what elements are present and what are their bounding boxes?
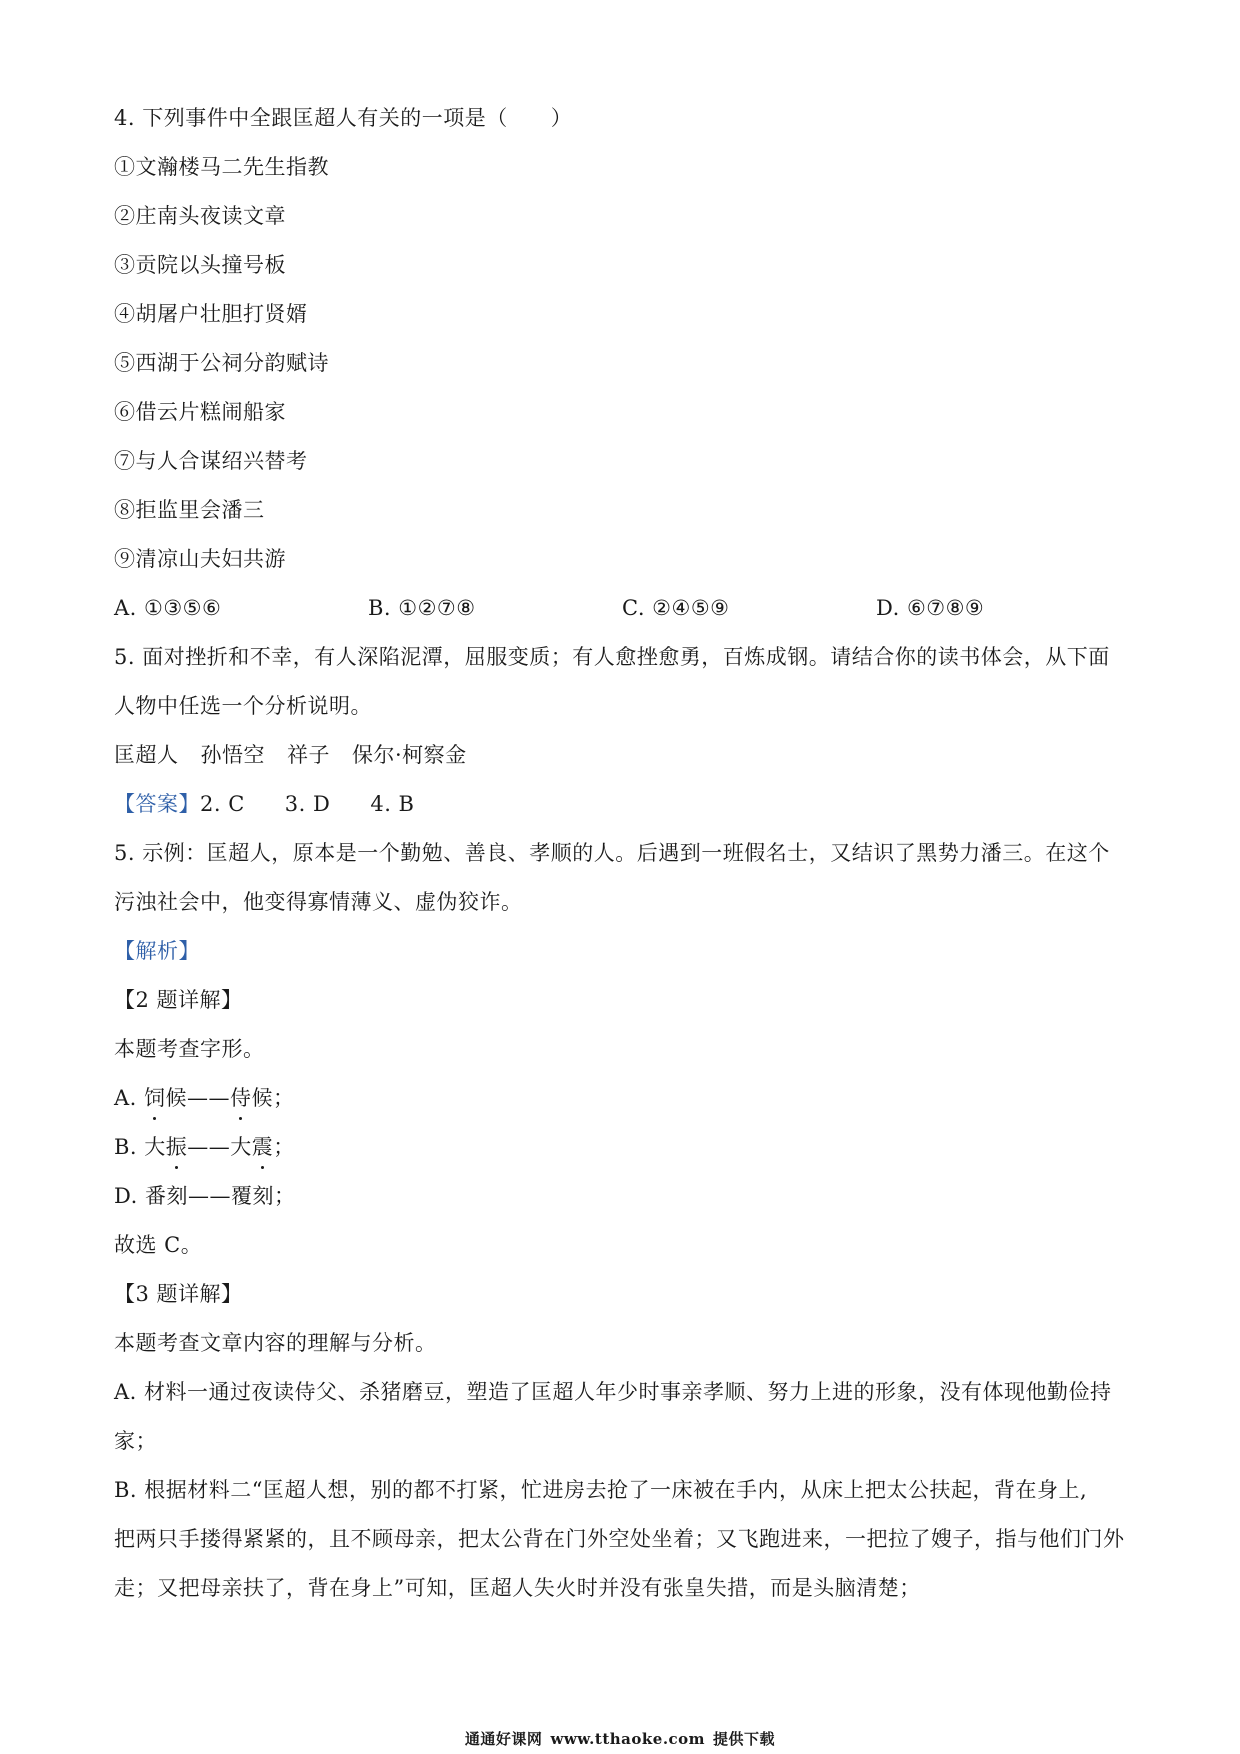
dotted-char: 震 xyxy=(252,1132,274,1162)
q4-option-a: A. ①③⑤⑥ xyxy=(114,596,222,620)
q3-detail-a-line1: A. 材料一通过夜读侍父、杀猪磨豆，塑造了匡超人年少时事亲孝顺、努力上进的形象，没有体现他勤俭持 xyxy=(114,1380,1112,1404)
answer-q5-line2: 污浊社会中，他变得寡情薄义、虚伪狡诈。 xyxy=(114,890,523,914)
footer-site-name: 通通好课网 xyxy=(464,1730,543,1748)
answer-item: 3. D xyxy=(284,792,331,816)
q4-item-4: ④胡屠户壮胆打贤婿 xyxy=(114,302,308,326)
dotted-char: 饲 xyxy=(144,1083,166,1113)
answer-item: 2. C xyxy=(200,792,245,816)
q3-detail-b-line2: 把两只手搂得紧紧的，且不顾母亲，把太公背在门外空处坐着；又飞跑进来，一把拉了嫂子，指与他们门外 xyxy=(114,1527,1125,1551)
answer-label: 【答案】 xyxy=(114,792,200,816)
footer-suffix: 提供下载 xyxy=(713,1730,776,1748)
q4-option-d: D. ⑥⑦⑧⑨ xyxy=(876,596,985,620)
q4-stem: 4. 下列事件中全跟匡超人有关的一项是（ ） xyxy=(114,106,573,130)
q5-name: 祥子 xyxy=(287,743,330,767)
footer-url: www.tthaoke.com xyxy=(550,1730,706,1748)
answer-item: 4. B xyxy=(370,792,415,816)
q4-item-5: ⑤西湖于公祠分韵赋诗 xyxy=(114,351,329,375)
q4-item-2: ②庄南头夜读文章 xyxy=(114,204,286,228)
q2-detail-option-b: B. 大振——大震； xyxy=(114,1132,295,1162)
q4-item-8: ⑧拒监里会潘三 xyxy=(114,498,265,522)
analysis-label: 【解析】 xyxy=(114,939,200,963)
q3-detail-heading: 【3 题详解】 xyxy=(114,1282,243,1306)
q2-detail-heading: 【2 题详解】 xyxy=(114,988,243,1012)
q2-detail-conclusion: 故选 C。 xyxy=(114,1233,203,1257)
q3-detail-intro: 本题考查文章内容的理解与分析。 xyxy=(114,1331,437,1355)
q3-detail-a-line2: 家； xyxy=(114,1429,157,1453)
q2-detail-intro: 本题考查字形。 xyxy=(114,1037,265,1061)
q4-item-3: ③贡院以头撞号板 xyxy=(114,253,286,277)
q4-item-7: ⑦与人合谋绍兴替考 xyxy=(114,449,308,473)
q5-name: 保尔·柯察金 xyxy=(352,743,467,767)
q5-stem-line2: 人物中任选一个分析说明。 xyxy=(114,694,372,718)
answer-q5-line1: 5. 示例：匡超人，原本是一个勤勉、善良、孝顺的人。后遇到一班假名士，又结识了黑势力潘三。在这个 xyxy=(114,841,1110,865)
q5-name: 匡超人 xyxy=(114,743,179,767)
q2-detail-option-a: A. 饲候——侍候； xyxy=(114,1083,295,1113)
dotted-char: 振 xyxy=(166,1132,188,1162)
q5-names xyxy=(114,740,489,770)
q4-item-1: ①文瀚楼马二先生指教 xyxy=(114,155,329,179)
q5-stem-line1: 5. 面对挫折和不幸，有人深陷泥潭，屈服变质；有人愈挫愈勇，百炼成钢。请结合你的读书体会，从下面 xyxy=(114,645,1110,669)
q4-item-9: ⑨清凉山夫妇共游 xyxy=(114,547,286,571)
q4-item-6: ⑥借云片糕闹船家 xyxy=(114,400,286,424)
dotted-char: 侍 xyxy=(230,1083,252,1113)
page-footer xyxy=(0,1728,1240,1749)
q3-detail-b-line3: 走；又把母亲扶了，背在身上”可知，匡超人失火时并没有张皇失措，而是头脑清楚； xyxy=(114,1576,921,1600)
q2-detail-option-d: D. 番刻——覆刻； xyxy=(114,1184,296,1208)
q4-option-b: B. ①②⑦⑧ xyxy=(368,596,476,620)
answer-line xyxy=(114,789,415,819)
q3-detail-b-line1: B. 根据材料二“匡超人想，别的都不打紧，忙进房去抢了一床被在手内，从床上把太公扶起，背在身上, xyxy=(114,1478,1088,1502)
q4-option-c: C. ②④⑤⑨ xyxy=(622,596,730,620)
q5-name: 孙悟空 xyxy=(200,743,265,767)
